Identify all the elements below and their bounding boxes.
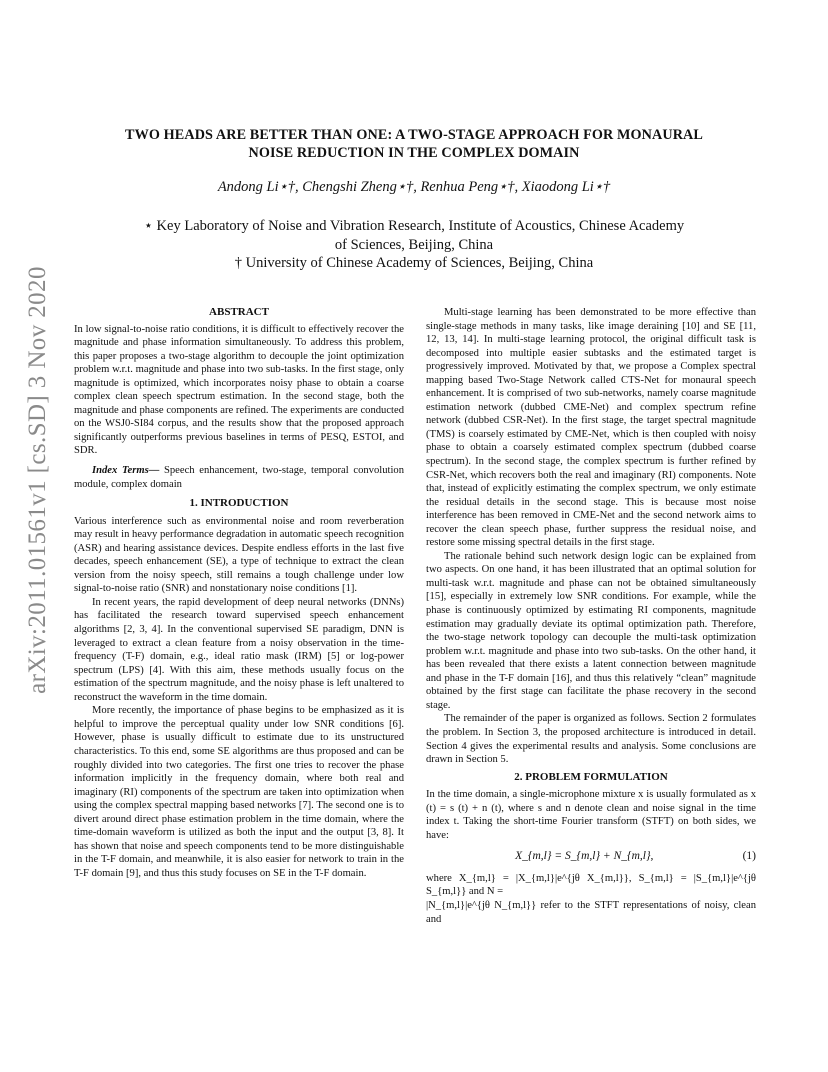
index-terms bbox=[74, 464, 404, 491]
right-paragraph-5-line-2: |N_{m,l}|e^{jθ N_{m,l}} refer to the STFT representations of noisy, clean and bbox=[426, 899, 756, 925]
introduction-heading: 1. INTRODUCTION bbox=[189, 497, 289, 510]
affiliation-1 bbox=[80, 217, 748, 255]
intro-paragraph-1: Various interference such as environmental noise and room reverberation may result in heavy performance degradation in automatic speech recognition (ASR) and hearing assistance devices. Despite endless efforts in the last five decades, speech enhancement (SE), a type of technique to extract the clean version from the noisy speech, still remains a tough challenge under low signal-to-noise ratio (SNR) and nonstationary noise conditions [1]. bbox=[74, 515, 404, 595]
paper-title bbox=[80, 126, 748, 162]
left-column bbox=[74, 306, 404, 880]
index-terms-label: Index Terms— bbox=[92, 465, 160, 477]
problem-formulation-heading: 2. PROBLEM FORMULATION bbox=[514, 770, 668, 783]
arxiv-identifier: arXiv:2011.01561v1 [cs.SD] 3 Nov 2020 bbox=[24, 266, 51, 694]
index-terms-text: Speech enhancement, two-stage, temporal convolution module, complex domain bbox=[74, 465, 404, 490]
affiliation-1-line-1: ⋆ Key Laboratory of Noise and Vibration Research, Institute of Acoustics, Chinese Academy bbox=[143, 218, 685, 234]
abstract-heading: ABSTRACT bbox=[209, 306, 269, 318]
abstract-text: In low signal-to-noise ratio conditions, it is difficult to effectively recover the magnitude and phase information simultaneously. To address this problem, this paper proposes a two-stage algorithm to decouple the joint optimization problem w.r.t. magnitude and phase into two sub-tasks. In the first stage, only magnitude is optimized, which incorporates noisy phase to obtain a coarse complex clean speech spectrum estimation. In the second stage, both the magnitude and phase components are refined. The experiments are conducted on the WSJ0-SI84 corpus, and the results show that the proposed approach significantly outperforms previous baselines in terms of PESQ, ESTOI, and SDR. bbox=[74, 323, 404, 457]
intro-paragraph-2: In recent years, the rapid development of deep neural networks (DNNs) has facilitated the research toward supervised speech enhancement algorithms [2, 3, 4]. In the conventional supervised SE paradigm, DNN is leveraged to extract a clean feature from a noisy observation in the time-frequency (T-F) domain, e.g., ideal ratio mask (IRM) [5] or log-power spectrum (LPS) [4]. With this aim, these methods usually focus on the estimation of the spectrum magnitude, and the noisy phase is left unaltered to reconstruct the waveform in the time domain. bbox=[74, 596, 404, 703]
right-paragraph-3: The remainder of the paper is organized as follows. Section 2 formulates the problem. In Section 3, the proposed architecture is introduced in detail. Section 4 gives the experimental results and analysis. Some conclusions are drawn in Section 5. bbox=[426, 713, 756, 766]
affiliation-2: † University of Chinese Academy of Sciences, Beijing, China bbox=[234, 255, 594, 271]
right-paragraph-5-line-1: where X_{m,l} = |X_{m,l}|e^{jθ X_{m,l}}, S_{m,l} = |S_{m,l}|e^{jθ S_{m,l}} and N = bbox=[426, 872, 756, 898]
right-paragraph-2: The rationale behind such network design logic can be explained from two aspects. On one hand, it has been illustrated that an optimal solution for multi-task w.r.t. magnitude and phase can not be obtained simultaneously [15], especially in extremely low SNR conditions. For example, while the phase is continuously optimized by estimating RI components, magnitude estimation may gradually deviate its optimal optimization path. Therefore, the two-stage network topology can decouple the multi-task optimization problem w.r.t. magnitude and phase into two sub-tasks. On the other hand, it has been revealed that there exists a latent connection between magnitude and phase in the T-F domain [16], and thus this relatively “clean” magnitude obtained by the first stage can facilitate the phase recovery in the second stage. bbox=[426, 550, 756, 711]
title-line-2: NOISE REDUCTION IN THE COMPLEX DOMAIN bbox=[248, 145, 580, 161]
authors: Andong Li⋆†, Chengshi Zheng⋆†, Renhua Peng⋆†, Xiaodong Li⋆† bbox=[217, 179, 611, 195]
equation-1-body: X_{m,l} = S_{m,l} + N_{m,l}, bbox=[515, 850, 654, 863]
right-paragraph-1: Multi-stage learning has been demonstrated to be more effective than single-stage methods in many tasks, like image deraining [10] and SE [11, 12, 13, 14]. In multi-stage learning protocol, the original difficult task is decomposed into multiple easier subtasks and the estimated target is progressively improved. Motivated by that, we propose a Complex spectral mapping based Two-Stage Network called CTS-Net for monaural speech enhancement. It is comprised of two sub-networks, namely coarse magnitude estimation network (dubbed CME-Net) and complex spectrum refine network (dubbed CSR-Net). In the first stage, the target spectral magnitude (TMS) is coarsely estimated by CME-Net, which is then coupled with noisy phase to obtain a coarsely estimated complex spectrum (dubbed coarse spectrum). In the second stage, the complex spectrum is further refined by CSR-Net, which recovers both the real and imaginary (RI) components. Note that, instead of explicitly estimating the complex spectrum, we only estimate the residual details in the second stage. This is because most noise interference has been removed in CME-Net and the second network aims to recover the clean speech phase, further suppress the residual noise, and restore some missing spectral details in the first stage. bbox=[426, 307, 756, 549]
equation-1-number: (1) bbox=[742, 850, 756, 863]
arxiv-sidebar bbox=[18, 266, 58, 694]
intro-paragraph-3: More recently, the importance of phase begins to be emphasized as it is helpful to improve the perceptual quality under low SNR conditions [6]. However, phase is usually difficult to estimate due to its unstructured characteristics. To this end, some SE algorithms are thus proposed and can be roughly divided into two categories. The first one tries to recover the phase information implicitly in the frequency domain, where both real and imaginary (RI) components of the spectrum are taken into optimization when using the complex spectral mapping based networks [7]. The second one is to divert around direct phase estimation problem in the time domain, where the time-domain waveform is utilized as both the input and the output [3, 8]. It has shown that noise and speech components tend to be more distinguishable in the T-F domain, and meanwhile, it is also easier for network to train in the T-F domain [9], and thus this study focuses on SE in the T-F domain. bbox=[74, 705, 404, 879]
equation-1 bbox=[426, 850, 756, 864]
right-column bbox=[426, 306, 756, 926]
title-line-1: TWO HEADS ARE BETTER THAN ONE: A TWO-STAGE APPROACH FOR MONAURAL bbox=[125, 127, 703, 143]
affiliation-1-line-2: of Sciences, Beijing, China bbox=[334, 237, 494, 253]
right-paragraph-4: In the time domain, a single-microphone mixture x is usually formulated as x (t) = s (t) + n (t), where s and n denote clean and noise signal in the time index t. Taking the short-time Fourier transform (STFT) on both sides, we have: bbox=[426, 789, 756, 841]
